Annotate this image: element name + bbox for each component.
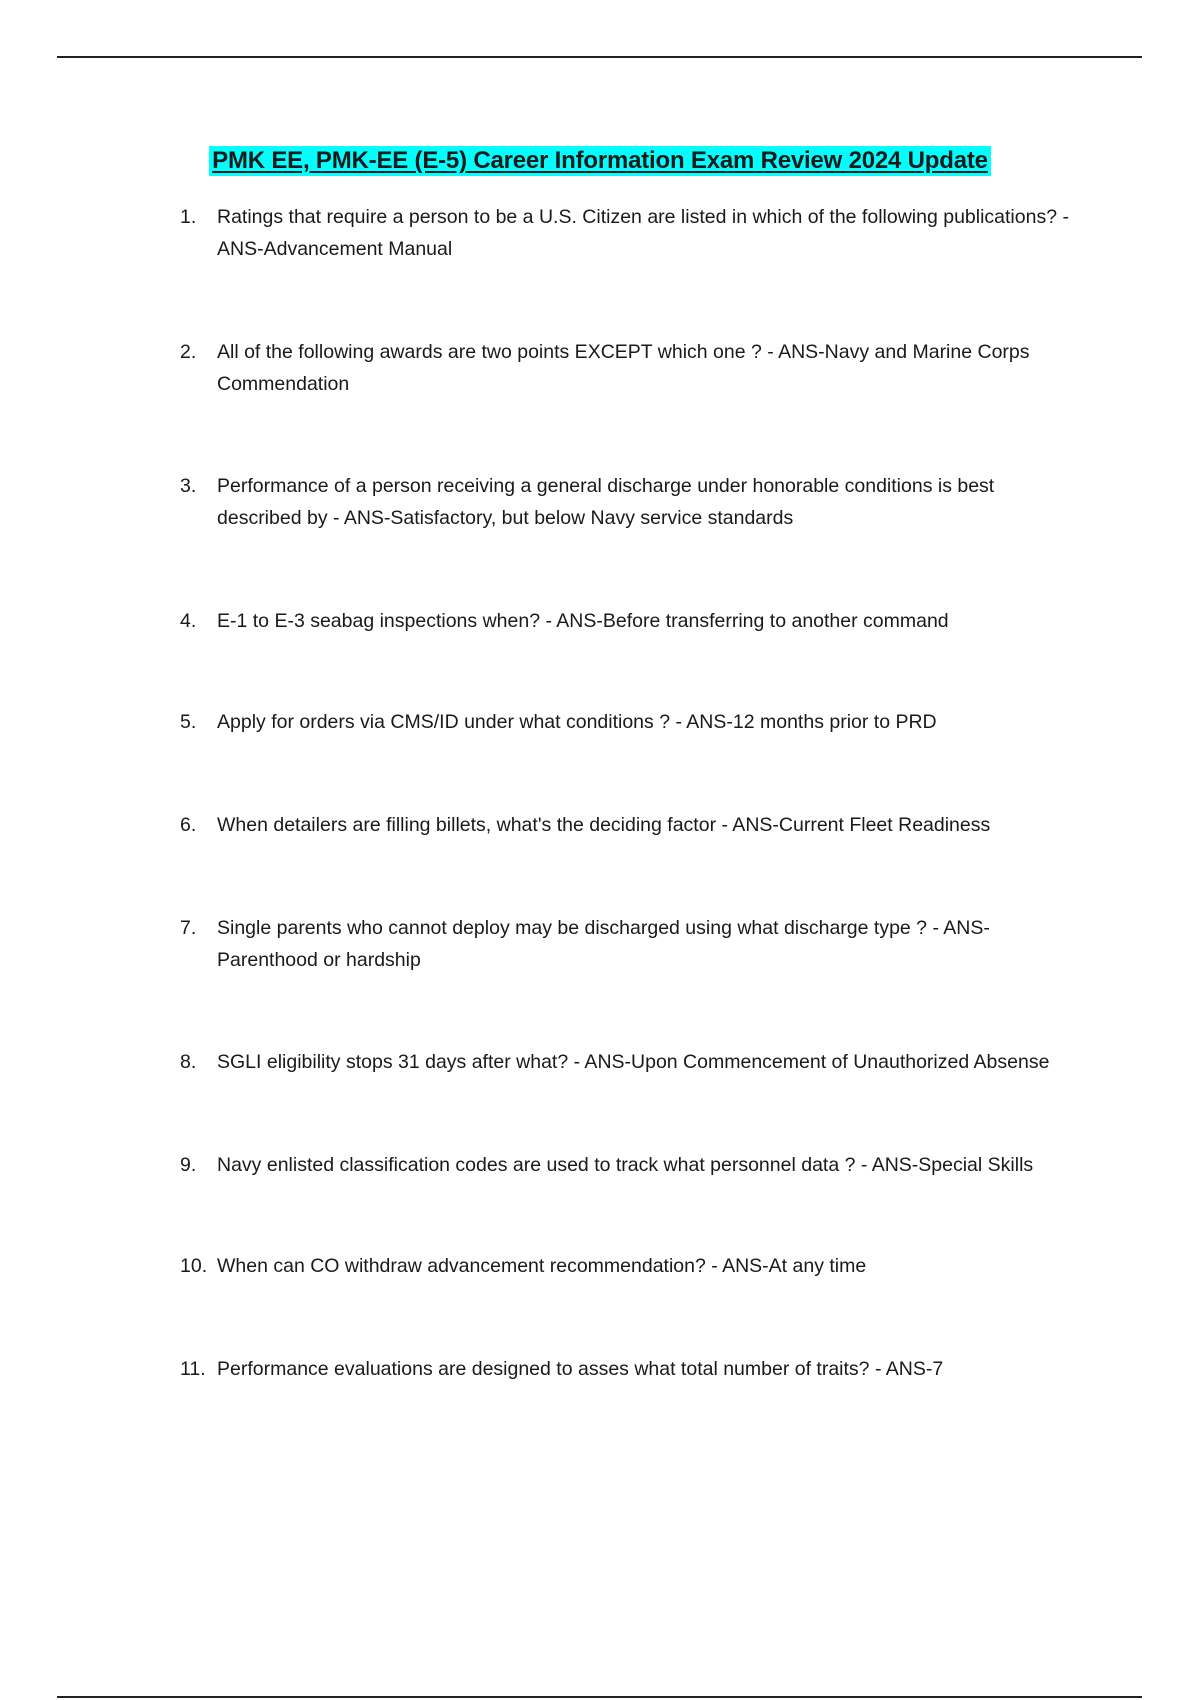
item-number: 6.: [180, 814, 197, 836]
bottom-rule: [57, 1696, 1142, 1698]
item-text: Performance of a person receiving a general discharge under honorable conditions is best described by - ANS-Satisfactory, but below Navy service standards: [217, 475, 995, 529]
list-item: [180, 1149, 1080, 1181]
list-item: [180, 1353, 1080, 1385]
item-number: 9.: [180, 1154, 197, 1176]
list-item: [180, 605, 1080, 637]
item-number: 2.: [180, 341, 197, 363]
list-item: [180, 912, 1080, 976]
item-number: 1.: [180, 206, 197, 228]
list-item: [180, 809, 1080, 841]
item-text: Performance evaluations are designed to asses what total number of traits? - ANS-7: [217, 1358, 944, 1380]
item-text: When can CO withdraw advancement recommendation? - ANS-At any time: [217, 1255, 867, 1277]
item-number: 8.: [180, 1051, 197, 1073]
item-number: 5.: [180, 711, 197, 733]
item-number: 11.: [180, 1358, 206, 1380]
item-number: 3.: [180, 475, 197, 497]
document-title: PMK EE, PMK-EE (E-5) Career Information Exam Review 2024 Update: [209, 146, 991, 176]
item-number: 10.: [180, 1255, 208, 1277]
item-text: Ratings that require a person to be a U.S. Citizen are listed in which of the following publications? - ANS-Advancement Manual: [217, 206, 1069, 260]
list-item: [180, 706, 1080, 738]
list-item: [180, 336, 1080, 400]
item-text: Apply for orders via CMS/ID under what conditions ? - ANS-12 months prior to PRD: [217, 711, 937, 733]
item-text: SGLI eligibility stops 31 days after what? - ANS-Upon Commencement of Unauthorized Absense: [217, 1051, 1050, 1073]
list-item: [180, 201, 1080, 265]
item-number: 7.: [180, 917, 197, 939]
item-text: All of the following awards are two points EXCEPT which one ? - ANS-Navy and Marine Corps Commendation: [217, 341, 1030, 395]
item-text: Navy enlisted classification codes are used to track what personnel data ? - ANS-Special Skills: [217, 1154, 1034, 1176]
item-text: When detailers are filling billets, what's the deciding factor - ANS-Current Fleet Readiness: [217, 814, 991, 836]
list-item: [180, 1046, 1080, 1078]
item-number: 4.: [180, 610, 197, 632]
list-item: [180, 1250, 1080, 1282]
list-item: [180, 470, 1080, 534]
item-text: E-1 to E-3 seabag inspections when? - ANS-Before transferring to another command: [217, 610, 949, 632]
item-text: Single parents who cannot deploy may be discharged using what discharge type ? - ANS-Parenthood or hardship: [217, 917, 990, 971]
